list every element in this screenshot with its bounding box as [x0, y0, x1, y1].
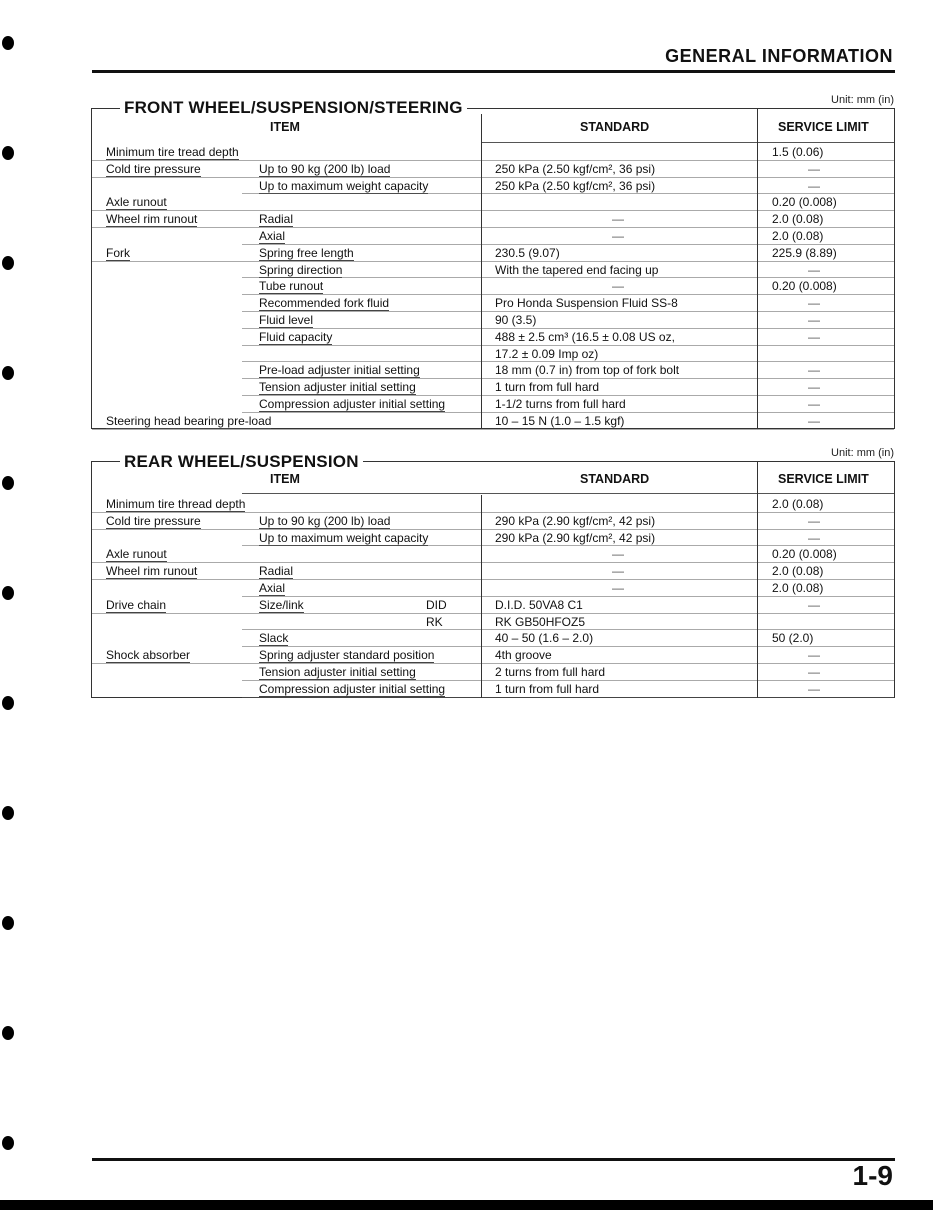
binder-hole: [2, 696, 14, 710]
row-subitem: Compression adjuster initial setting: [259, 681, 446, 696]
row-subitem: Pre-load adjuster initial setting: [259, 363, 420, 378]
row-standard: 250 kPa (2.50 kgf/cm², 36 psi): [495, 178, 656, 193]
row-service-limit: —: [808, 513, 820, 528]
row-item: Drive chain: [106, 597, 167, 612]
rear-col-item: ITEM: [270, 472, 300, 486]
row-item: Axle runout: [106, 195, 167, 210]
row-standard: 230.5 (9.07): [495, 245, 560, 260]
header-rule: [92, 70, 895, 73]
row-subitem: Compression adjuster initial setting: [259, 397, 446, 411]
row-service-limit: —: [808, 380, 820, 395]
row-standard: 18 mm (0.7 in) from top of fork bolt: [495, 363, 680, 378]
row-subitem: Spring adjuster standard position: [259, 648, 435, 663]
row-service-limit: —: [808, 313, 820, 327]
row-standard: —: [612, 212, 624, 227]
row-subitem: Axial: [259, 229, 286, 243]
table-row: [92, 597, 894, 614]
binder-hole: [2, 1136, 14, 1150]
row-service-limit: —: [808, 296, 820, 311]
row-item: Cold tire pressure: [106, 161, 201, 176]
front-unit: Unit: mm (in): [831, 94, 894, 106]
table-row: [92, 681, 894, 698]
row-standard: 2 turns from full hard: [495, 665, 606, 679]
front-col-item: ITEM: [270, 120, 300, 134]
table-row: [92, 396, 894, 413]
binder-hole: [2, 586, 14, 600]
column-divider: [757, 108, 758, 429]
page-number: 1-9: [852, 1160, 893, 1191]
table-row: [92, 563, 894, 580]
row-standard: —: [612, 279, 624, 294]
row-standard: D.I.D. 50VA8 C1: [495, 597, 583, 612]
row-service-limit: —: [808, 363, 820, 378]
table-row: [92, 228, 894, 245]
rear-spec-table: [91, 447, 895, 698]
rear-section-title: REAR WHEEL/SUSPENSION: [120, 452, 363, 472]
row-service-limit: 2.0 (0.08): [772, 497, 824, 511]
column-divider: [481, 495, 482, 698]
row-subitem: Spring direction: [259, 262, 343, 277]
page-header: GENERAL INFORMATION: [665, 46, 893, 66]
row-subitem: Radial: [259, 564, 294, 579]
row-subitem: Up to 90 kg (200 lb) load: [259, 161, 391, 176]
row-service-limit: —: [808, 665, 820, 679]
column-divider: [757, 461, 758, 698]
row-subitem: Slack: [259, 631, 289, 646]
table-row: [92, 413, 894, 430]
table-row: [92, 513, 894, 530]
table-row: [92, 614, 894, 631]
row-service-limit: 0.20 (0.008): [772, 547, 837, 562]
row-item: Minimum tire thread depth: [106, 497, 246, 511]
scan-edge-bar: [0, 1200, 933, 1210]
table-row: [92, 211, 894, 228]
front-col-standard: STANDARD: [580, 120, 650, 134]
table-row: [92, 580, 894, 597]
table-row: [92, 245, 894, 262]
row-standard: 10 – 15 N (1.0 – 1.5 kgf): [495, 413, 625, 428]
row-item: Cold tire pressure: [106, 513, 201, 528]
binder-hole: [2, 916, 14, 930]
row-service-limit: 0.20 (0.008): [772, 279, 837, 294]
binder-hole: [2, 146, 14, 160]
table-row: [92, 530, 894, 547]
row-service-limit: 225.9 (8.89): [772, 245, 837, 260]
rear-unit: Unit: mm (in): [831, 447, 894, 459]
row-standard: —: [612, 564, 624, 579]
table-row: [92, 630, 894, 647]
row-service-limit: —: [808, 681, 820, 696]
row-subitem: Tube runout: [259, 279, 324, 294]
row-item: Axle runout: [106, 547, 167, 562]
row-service-limit: 50 (2.0): [772, 631, 814, 646]
row-standard: 4th groove: [495, 648, 552, 663]
row-chain-brand: RK: [426, 614, 443, 629]
row-subitem: Fluid capacity: [259, 329, 333, 344]
row-standard: —: [612, 581, 624, 595]
table-row: [92, 161, 894, 178]
row-service-limit: —: [808, 597, 820, 612]
row-standard: 1-1/2 turns from full hard: [495, 397, 626, 411]
row-subitem: Up to maximum weight capacity: [259, 530, 429, 545]
binder-hole: [2, 256, 14, 270]
row-service-limit: 0.20 (0.008): [772, 195, 837, 210]
row-standard: 290 kPa (2.90 kgf/cm², 42 psi): [495, 513, 656, 528]
row-standard: 290 kPa (2.90 kgf/cm², 42 psi): [495, 530, 656, 545]
row-divider: [92, 429, 894, 430]
row-standard: —: [612, 547, 624, 562]
row-subitem: Axial: [259, 581, 286, 595]
row-service-limit: —: [808, 530, 820, 545]
table-row: [92, 262, 894, 279]
row-chain-brand: DID: [426, 597, 447, 612]
row-item: Wheel rim runout: [106, 564, 198, 579]
row-service-limit: —: [808, 161, 820, 176]
table-row: [92, 295, 894, 312]
table-row: [92, 329, 894, 346]
row-standard: 90 (3.5): [495, 313, 537, 327]
row-item: Wheel rim runout: [106, 212, 198, 227]
row-service-limit: —: [808, 178, 820, 193]
footer-rule: [92, 1158, 895, 1161]
row-standard: 17.2 ± 0.09 Imp oz): [495, 346, 599, 361]
row-service-limit: 1.5 (0.06): [772, 145, 824, 159]
binder-hole: [2, 806, 14, 820]
table-row: [92, 278, 894, 295]
binder-hole: [2, 476, 14, 490]
row-service-limit: 2.0 (0.08): [772, 212, 824, 227]
row-standard: Pro Honda Suspension Fluid SS-8: [495, 296, 678, 311]
row-subitem: Up to maximum weight capacity: [259, 178, 429, 193]
row-item: Fork: [106, 245, 130, 260]
table-row: [92, 664, 894, 681]
row-service-limit: 2.0 (0.08): [772, 564, 824, 579]
row-subitem: Spring free length: [259, 245, 354, 260]
row-standard: 250 kPa (2.50 kgf/cm², 36 psi): [495, 161, 656, 176]
row-service-limit: —: [808, 413, 820, 428]
row-item: Shock absorber: [106, 648, 191, 663]
table-row: [92, 546, 894, 563]
rear-col-standard: STANDARD: [580, 472, 650, 486]
row-subitem: Up to 90 kg (200 lb) load: [259, 513, 391, 528]
row-standard: 1 turn from full hard: [495, 681, 600, 696]
table-row: [92, 346, 894, 363]
row-standard: RK GB50HFOZ5: [495, 614, 586, 629]
table-row: [92, 647, 894, 664]
binder-hole: [2, 366, 14, 380]
table-row: [92, 178, 894, 195]
rear-col-limit: SERVICE LIMIT: [778, 472, 869, 486]
binder-hole: [2, 1026, 14, 1040]
front-spec-table: [91, 94, 895, 429]
row-standard: 1 turn from full hard: [495, 380, 600, 395]
binder-hole: [2, 36, 14, 50]
row-service-limit: —: [808, 648, 820, 663]
row-subitem: Recommended fork fluid: [259, 296, 390, 311]
row-subitem: Tension adjuster initial setting: [259, 665, 416, 679]
row-service-limit: —: [808, 329, 820, 344]
table-row: [92, 312, 894, 329]
row-standard: With the tapered end facing up: [495, 262, 659, 277]
row-divider: [242, 697, 894, 698]
row-item: Minimum tire tread depth: [106, 145, 239, 159]
row-service-limit: —: [808, 262, 820, 277]
row-service-limit: —: [808, 397, 820, 411]
row-item: Steering head bearing pre-load: [106, 413, 272, 428]
row-service-limit: 2.0 (0.08): [772, 581, 824, 595]
column-divider: [481, 142, 482, 429]
table-row: [92, 362, 894, 379]
front-section-title: FRONT WHEEL/SUSPENSION/STEERING: [120, 98, 467, 118]
row-standard: —: [612, 229, 624, 243]
row-subitem: Fluid level: [259, 313, 314, 327]
table-row: [92, 379, 894, 396]
row-standard: 488 ± 2.5 cm³ (16.5 ± 0.08 US oz,: [495, 329, 675, 344]
row-subitem: Tension adjuster initial setting: [259, 380, 416, 395]
table-row: [92, 194, 894, 211]
row-subitem: Radial: [259, 212, 294, 227]
row-standard: 40 – 50 (1.6 – 2.0): [495, 631, 594, 646]
table-row: [92, 496, 894, 513]
row-service-limit: 2.0 (0.08): [772, 229, 824, 243]
front-col-limit: SERVICE LIMIT: [778, 120, 869, 134]
row-subitem: Size/link: [259, 597, 304, 612]
table-row: [92, 144, 894, 161]
